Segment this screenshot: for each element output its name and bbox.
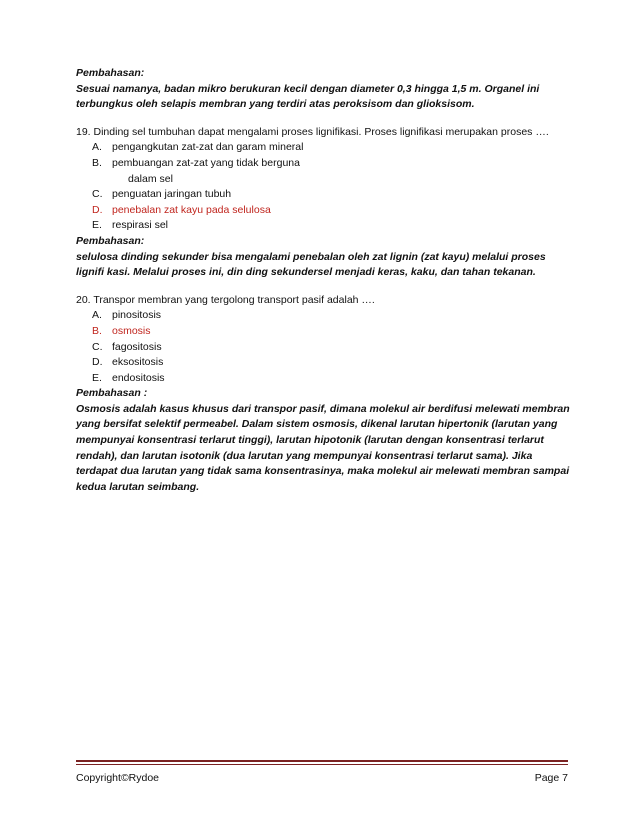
option-letter: E. xyxy=(92,219,102,232)
section1-heading: Pembahasan: xyxy=(76,67,145,79)
q19-explanation: selulosa dinding sekunder bisa mengalami penebalan oleh zat lignin (zat kayu) melalui proses lignifi kasi. Melalui proses ini, din ding sekundersel menjadi keras, kaku, dan tahan tekanan. xyxy=(76,250,546,279)
footer-page-number: Page 7 xyxy=(534,772,568,784)
q20-explanation: Osmosis adalah kasus khusus dari transpor pasif, dimana molekul air berdifusi melewati membran yang bersifat selektif permeabel. Dalam sistem osmosis, dikenal larutan hipertonik (larutan yang mempunyai konsentrasi terlarut tinggi), larutan hipotonik (larutan dengan konsentrasi terlarut rendah), dan larutan isotonik (dua larutan yang mempunyai konsentrasi terlarut sama). Jika terdapat dua larutan yang tidak sama konsentrasinya, maka molekul air melewati membran sampai kedua larutan seimbang. xyxy=(76,402,570,493)
option-text: osmosis xyxy=(112,324,151,337)
q20-option-c xyxy=(76,340,571,356)
option-letter: B. xyxy=(92,324,102,337)
option-text: respirasi sel xyxy=(112,219,169,232)
q19-explanation-heading: Pembahasan: xyxy=(76,234,145,247)
option-letter: B. xyxy=(92,156,102,169)
option-text: penguatan jaringan tubuh xyxy=(112,188,232,201)
option-letter: C. xyxy=(92,188,103,201)
q20-explanation-heading: Pembahasan : xyxy=(76,387,148,400)
option-letter: D. xyxy=(92,356,103,369)
footer-copyright: Copyright©Rydoe xyxy=(76,772,160,784)
option-text: endositosis xyxy=(112,371,165,384)
q20-question: 20. Transpor membran yang tergolong transport pasif adalah …. xyxy=(76,293,375,306)
q20-option-a xyxy=(76,308,571,324)
option-letter: D. xyxy=(92,203,103,216)
option-letter: A. xyxy=(92,309,102,322)
option-text: fagositosis xyxy=(112,340,162,353)
option-letter: E. xyxy=(92,371,102,384)
option-letter: A. xyxy=(92,141,102,154)
q20-option-e xyxy=(76,371,571,387)
option-text: eksositosis xyxy=(112,356,164,369)
option-text: pinositosis xyxy=(112,309,162,322)
q19-option-b-continued xyxy=(76,172,571,188)
q19-option-a xyxy=(76,140,571,156)
page-content xyxy=(76,66,571,495)
spacer xyxy=(76,113,571,125)
q19-option-b xyxy=(76,156,571,172)
footer-divider-thick xyxy=(76,760,568,762)
q19-option-c xyxy=(76,187,571,203)
option-letter: C. xyxy=(92,340,103,353)
option-text-continued: dalam sel xyxy=(128,172,173,185)
option-text: penebalan zat kayu pada selulosa xyxy=(112,203,271,216)
option-text: pembuangan zat-zat yang tidak berguna xyxy=(112,156,300,169)
q19-option-e xyxy=(76,218,571,234)
q19-question: 19. Dinding sel tumbuhan dapat mengalami proses lignifikasi. Proses lignifikasi merupakan proses …. xyxy=(76,125,549,138)
spacer xyxy=(76,281,571,293)
section1-text: Sesuai namanya, badan mikro berukuran kecil dengan diameter 0,3 hingga 1,5 m. Organel ini terbungkus oleh selapis membran yang terdiri atas peroksisom dan glioksisom. xyxy=(76,82,540,111)
option-text: pengangkutan zat-zat dan garam mineral xyxy=(112,141,304,154)
footer-divider-thin xyxy=(76,764,568,765)
q20-option-b-correct xyxy=(76,324,571,340)
q20-option-d xyxy=(76,355,571,371)
q19-option-d-correct xyxy=(76,203,571,219)
